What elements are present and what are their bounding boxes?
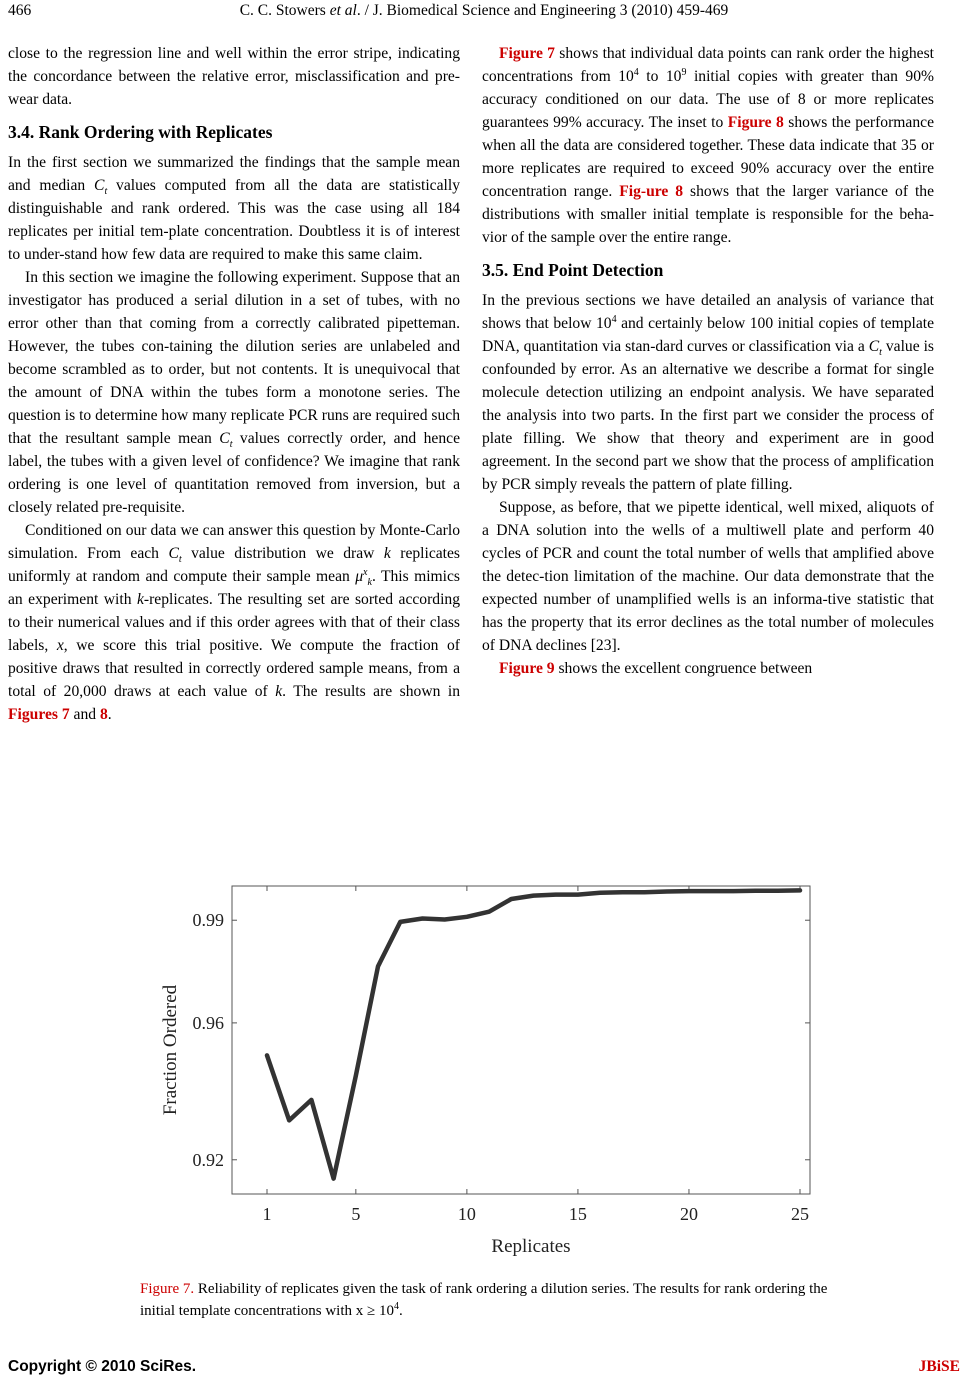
- paragraph: In this section we imagine the following experiment. Suppose that an investigator has produced a serial dilution in a set of tubes, with no error other than that coming from a correctly calibrated pipetteman. However, the tubes con-taining the dilution series are unlabeled and become scrambled as to order, but not contents. It is unequivocal that the amount of DNA within the tubes form a monotone series. The question is to determine how many replicate PCR runs are required such that the resultant sample mean $C_t$ values correctly order, and hence label, the tubes with a given level of confidence? We imagine that rank ordering is one level of quantitation removed from inversion, but a closely related pre-requisite.: [8, 269, 460, 516]
- caption-label: Figure 7.: [140, 1281, 195, 1297]
- page-header: [0, 2, 968, 26]
- running-title-rest: . / J. Biomedical Science and Engineering 3 (2010) 459-469: [356, 2, 729, 19]
- x-tick-label: 10: [457, 1204, 476, 1224]
- paragraph: In the previous sections we have detailed an analysis of variance that shows that below $10^4$ and certainly below 100 initial copies of template DNA, quantitation via stan-dard curves or classification via a $C_t$ value is confounded by error. As an alternative we describe a format for single molecule detection utilizing an endpoint analysis. We have separated the analysis into two parts. In the first part we consider the process of plate filling. We show that theory and experiment are in good agreement. In the second part we show that the process of amplification by PCR simply reveals the pattern of plate filling.: [482, 292, 934, 493]
- x-axis-label: Replicates: [491, 1236, 571, 1257]
- paragraph: Conditioned on our data we can answer this question by Monte-Carlo simulation. From each $C_t$ value distribution we draw k replicates uniformly at random and compute their sample mean $\mu^x_k$. This mimics an experiment with k-replicates. The resulting set are sorted according to their numerical values and if this order agrees with that of their class labels, x, we score this trial positive. We compute the fraction of positive draws that resulted in correctly ordered sample means, from a total of 20,000 draws at each value of k. The results are shown in Figures 7 and 8.: [8, 522, 461, 723]
- section-heading: 3.4. Rank Ordering with Replicates: [8, 122, 273, 142]
- y-tick-label: 0.99: [192, 910, 224, 931]
- x-tick-label: 15: [568, 1204, 587, 1224]
- y-axis-label: Fraction Ordered: [160, 984, 181, 1116]
- paragraph: Figure 7 shows that individual data points can rank order the highest concentrations from $10^4$ to $10^9$ initial copies with greater than 90% accuracy conditioned on our data. The use of 8 or more replicates guarantees 99% accuracy. The inset to Figure 8 shows the performance when all the data are considered together. These data indicate that 35 or more replicates are required to exceed 90% accuracy over the entire concentration range. Fig-ure 8 shows that the larger variance of the distributions with smaller initial template is responsible for the beha-vior of the sample over the entire range.: [482, 45, 935, 246]
- x-tick-label: 1: [262, 1204, 272, 1224]
- x-tick-label: 5: [351, 1204, 361, 1224]
- page-number: 466: [8, 2, 32, 19]
- running-title-etal: et al: [329, 2, 357, 19]
- paragraph: Suppose, as before, that we pipette identical, well mixed, aliquots of a DNA solution into the wells of a multiwell plate and perform 40 cycles of PCR and count the total number of wells that amplified above the detec-tion limitation of the machine. Our data demonstrate that the expected number of unamplified wells is an informa-tive statistic that has the property that its error declines as the total number of molecules of DNA declines [23].: [482, 499, 934, 654]
- running-title-author: C. C. Stowers: [239, 2, 330, 19]
- series-line: [267, 890, 800, 1178]
- figure-link[interactable]: 8: [99, 706, 108, 723]
- right-column: [482, 42, 934, 680]
- paragraph: close to the regression line and well within the error stripe, indicating the concordance between the relative error, misclassification and pre-wear data.: [8, 45, 460, 108]
- journal-abbrev: JBiSE: [918, 1358, 960, 1375]
- copyright: Copyright © 2010 SciRes.: [8, 1358, 197, 1375]
- figure-link[interactable]: Figure 7: [499, 45, 555, 62]
- figure-link[interactable]: Figure 9: [499, 660, 555, 677]
- y-tick-label: 0.96: [192, 1012, 224, 1033]
- paragraph: Figure 9 shows the excellent congruence between: [499, 660, 813, 677]
- caption-text: Reliability of replicates given the task of rank ordering a dilution series. The results for rank ordering the initial template concentrations with x ≥ 10: [140, 1281, 828, 1319]
- figure-link[interactable]: Figures 7: [8, 706, 70, 723]
- paragraph: In the first section we summarized the findings that the sample mean and median $C_t$ values computed from all the data are statistically distinguishable and rank ordered. This was the case using all 184 replicates per initial tem-plate concentration. Doubtless it is of interest to under-stand how few data are required to make this same claim.: [8, 154, 460, 263]
- x-tick-label: 20: [679, 1204, 698, 1224]
- running-title: [0, 2, 968, 20]
- page-footer: [0, 1358, 968, 1382]
- y-tick-label: 0.92: [192, 1149, 224, 1170]
- figure-7: [130, 882, 830, 1262]
- left-column: [8, 42, 460, 726]
- x-tick-label: 25: [791, 1204, 809, 1224]
- plot-frame: [232, 886, 810, 1194]
- section-heading: 3.5. End Point Detection: [482, 260, 664, 280]
- figure-caption: Figure 7. Reliability of replicates given the task of rank ordering a dilution series. The results for rank ordering the initial template concentrations with $x \ge 10^4$.: [140, 1281, 828, 1319]
- figure-link[interactable]: Fig-ure 8: [619, 183, 684, 200]
- figure-link[interactable]: Figure 8: [727, 114, 784, 131]
- line-chart: [130, 882, 830, 1262]
